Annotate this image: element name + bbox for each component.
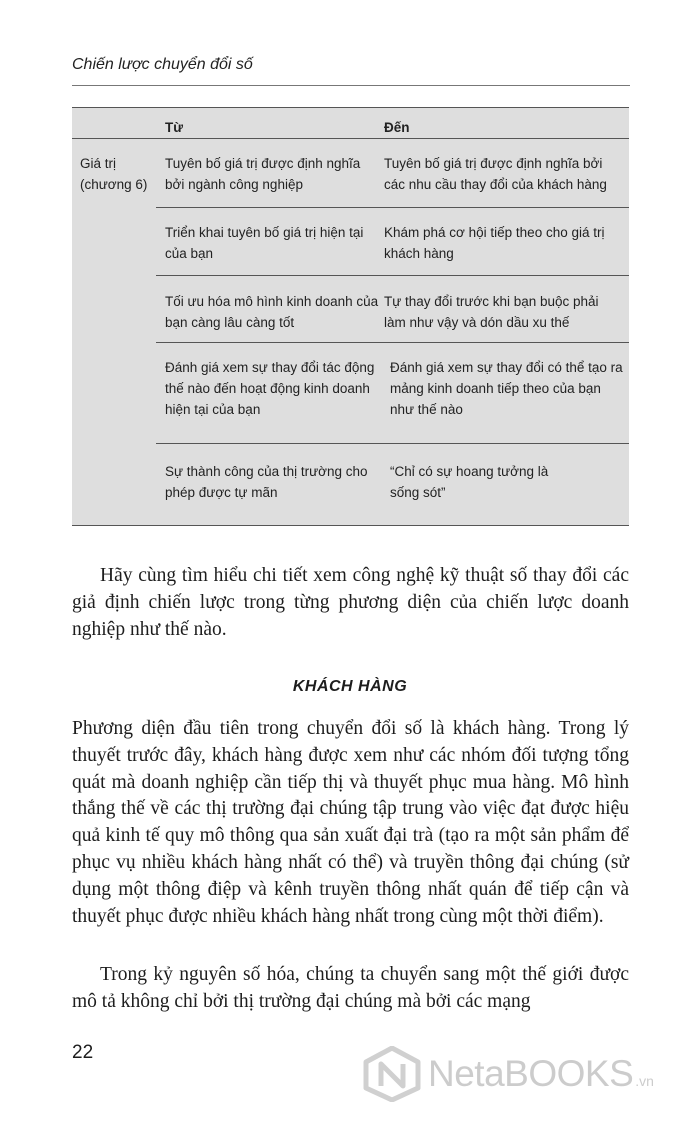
watermark-domain: .vn [635,1073,654,1089]
body-paragraph: Phương diện đầu tiên trong chuyển đổi số là khách hàng. Trong lý thuyết trước đây, khách hàng được xem như các nhóm đối tượng tổng quát mà doanh nghiệp cần tiếp thị và thuyết phục mua hàng. Mô hình thắng thế về các thị trường đại chúng tập trung vào việc đạt được hiệu quả kinh tế quy mô thông qua sản xuất đại trà (tạo ra một sản phẩm để phục vụ nhiều khách hàng nhất có thể) và truyền thông đại chúng (sử dụng một thông điệp và kênh truyền thông nhất quán để tiếp cận và thuyết phục được nhiều khách hàng nhất trong cùng một thời điểm). [72,718,629,927]
row-label-value: Giá trị (chương 6) [80,156,148,192]
header-divider [72,85,630,86]
row-divider [156,275,629,276]
watermark-brand: NetaBOOKS [428,1053,634,1094]
table-cell-to: Tuyên bố giá trị được định nghĩa bởi các nhu cầu thay đổi của khách hàng [384,156,607,192]
running-header: Chiến lược chuyển đổi số [72,56,253,73]
page-number: 22 [72,1042,94,1063]
table-cell-to: “Chỉ có sự hoang tưởng là sống sót” [390,464,549,500]
column-header-to: Đến [384,120,410,135]
table-cell-to: Tự thay đổi trước khi bạn buộc phải làm như vậy và dón dầu xu thế [384,294,599,330]
body-paragraph: Trong kỷ nguyên số hóa, chúng ta chuyển sang một thế giới được mô tả không chỉ bởi thị trường đại chúng mà bởi các mạng [72,964,629,1012]
table-cell-to: Đánh giá xem sự thay đổi có thể tạo ra mảng kinh doanh tiếp theo của bạn như thế nào [390,360,623,417]
section-heading: KHÁCH HÀNG [292,678,408,695]
publisher-watermark [362,1046,684,1102]
table-top-border [72,107,629,108]
table-bottom-border [72,525,629,526]
table-cell-from: Đánh giá xem sự thay đổi tác động thế nào đến hoạt động kinh doanh hiện tại của bạn [165,360,375,417]
column-header-from: Từ [165,120,184,135]
row-divider [156,443,629,444]
table-cell-from: Sự thành công của thị trường cho phép được tự mãn [165,464,368,500]
intro-paragraph: Hãy cùng tìm hiểu chi tiết xem công nghệ kỹ thuật số thay đổi các giả định chiến lược trong từng phương diện của chiến lược doanh nghiệp như thế nào. [72,565,629,640]
header-divider-line [72,138,629,139]
netabooks-logo-icon [362,1046,422,1102]
comparison-table [72,107,629,526]
table-cell-to: Khám phá cơ hội tiếp theo cho giá trị khách hàng [384,225,605,261]
row-divider [156,207,629,208]
table-cell-from: Tối ưu hóa mô hình kinh doanh của bạn càng lâu càng tốt [165,294,379,330]
table-cell-from: Triển khai tuyên bố giá trị hiện tại của bạn [165,225,364,261]
table-cell-from: Tuyên bố giá trị được định nghĩa bởi ngành công nghiệp [165,156,361,192]
row-divider [156,342,629,343]
